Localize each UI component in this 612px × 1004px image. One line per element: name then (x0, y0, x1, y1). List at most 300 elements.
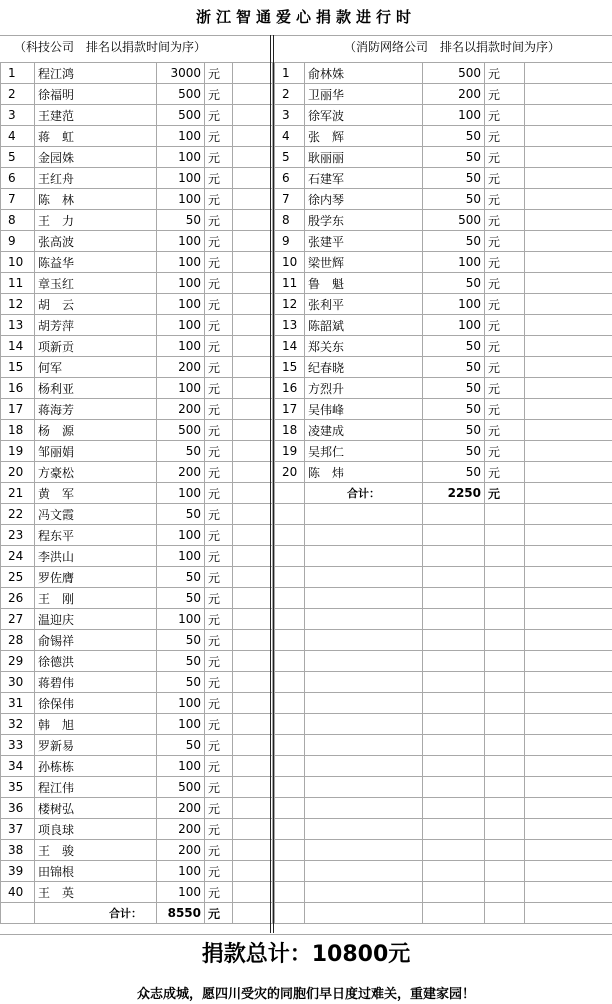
donor-name: 王 骏 (35, 840, 157, 861)
empty-cell (485, 651, 525, 672)
table-row (1, 336, 273, 357)
currency-unit: 元 (205, 672, 233, 693)
donation-amount: 100 (157, 273, 205, 294)
table-row (275, 462, 612, 483)
empty-cell (525, 441, 612, 462)
donor-name: 罗新易 (35, 735, 157, 756)
donation-amount: 100 (157, 882, 205, 903)
table-row (1, 756, 273, 777)
currency-unit: 元 (485, 483, 525, 504)
empty-cell (485, 609, 525, 630)
donation-amount: 50 (423, 357, 485, 378)
empty-cell (275, 735, 305, 756)
table-row (1, 378, 273, 399)
currency-unit: 元 (485, 273, 525, 294)
table-row (1, 777, 273, 798)
empty-cell (423, 882, 485, 903)
empty-cell (233, 861, 273, 882)
donor-name: 杨 源 (35, 420, 157, 441)
empty-cell (485, 882, 525, 903)
table-row (275, 63, 612, 84)
currency-unit: 元 (205, 357, 233, 378)
empty-row (275, 672, 612, 693)
empty-row (275, 609, 612, 630)
donation-amount: 50 (423, 273, 485, 294)
empty-cell (305, 756, 423, 777)
table-row (1, 168, 273, 189)
donation-amount: 200 (157, 357, 205, 378)
currency-unit: 元 (485, 105, 525, 126)
donation-amount: 50 (423, 231, 485, 252)
donation-amount: 100 (157, 546, 205, 567)
empty-cell (305, 861, 423, 882)
empty-cell (485, 735, 525, 756)
empty-cell (485, 567, 525, 588)
donor-name: 孙栋栋 (35, 756, 157, 777)
donation-amount: 100 (157, 168, 205, 189)
empty-cell (233, 630, 273, 651)
table-row (1, 231, 273, 252)
empty-row (275, 777, 612, 798)
donor-name: 罗佐膺 (35, 567, 157, 588)
donor-name: 鲁 魁 (305, 273, 423, 294)
subtotal-row (1, 903, 273, 924)
table-row (275, 273, 612, 294)
empty-row (275, 504, 612, 525)
empty-cell (525, 168, 612, 189)
empty-cell (305, 735, 423, 756)
row-index: 7 (275, 189, 305, 210)
empty-cell (275, 504, 305, 525)
empty-cell (233, 798, 273, 819)
table-row (1, 483, 273, 504)
row-index: 27 (1, 609, 35, 630)
donation-amount: 100 (157, 189, 205, 210)
empty-cell (233, 189, 273, 210)
empty-cell (305, 525, 423, 546)
motto-text: 众志成城，愿四川受灾的同胞们早日度过难关，重建家园！ (136, 987, 475, 1002)
row-index: 14 (275, 336, 305, 357)
currency-unit: 元 (205, 777, 233, 798)
currency-unit: 元 (485, 189, 525, 210)
donor-name: 陈益华 (35, 252, 157, 273)
empty-cell (485, 693, 525, 714)
donor-name: 王 力 (35, 210, 157, 231)
donation-amount: 50 (157, 735, 205, 756)
currency-unit: 元 (205, 126, 233, 147)
donation-amount: 50 (157, 441, 205, 462)
donation-amount: 50 (423, 126, 485, 147)
donor-name: 张高波 (35, 231, 157, 252)
currency-unit: 元 (205, 483, 233, 504)
empty-cell (275, 672, 305, 693)
donation-amount: 100 (157, 525, 205, 546)
empty-cell (275, 483, 305, 504)
donor-name: 张 辉 (305, 126, 423, 147)
left-header: （科技公司 排名以捐款时间为序） (14, 40, 207, 54)
empty-cell (305, 693, 423, 714)
currency-unit: 元 (205, 168, 233, 189)
subtotal-row (275, 483, 612, 504)
empty-cell (275, 525, 305, 546)
currency-unit: 元 (205, 840, 233, 861)
row-index: 12 (1, 294, 35, 315)
donation-amount: 100 (157, 378, 205, 399)
empty-cell (423, 714, 485, 735)
table-row (1, 294, 273, 315)
row-index: 21 (1, 483, 35, 504)
donation-amount: 100 (157, 861, 205, 882)
empty-cell (305, 504, 423, 525)
empty-cell (275, 609, 305, 630)
currency-unit: 元 (485, 210, 525, 231)
donor-name: 何军 (35, 357, 157, 378)
row-index: 1 (275, 63, 305, 84)
row-index: 13 (275, 315, 305, 336)
empty-cell (233, 168, 273, 189)
donation-amount: 50 (423, 147, 485, 168)
donation-amount: 50 (423, 336, 485, 357)
empty-cell (275, 693, 305, 714)
subtotal-label: 合计： (35, 903, 157, 924)
row-index: 14 (1, 336, 35, 357)
empty-cell (233, 588, 273, 609)
empty-row (275, 819, 612, 840)
table-row (275, 378, 612, 399)
empty-cell (233, 273, 273, 294)
donation-amount: 100 (157, 756, 205, 777)
table-row (275, 294, 612, 315)
row-index: 1 (1, 63, 35, 84)
empty-row (275, 882, 612, 903)
empty-cell (275, 777, 305, 798)
row-index: 20 (1, 462, 35, 483)
table-row (275, 315, 612, 336)
row-index: 4 (275, 126, 305, 147)
row-index: 8 (1, 210, 35, 231)
empty-cell (275, 756, 305, 777)
empty-row (275, 714, 612, 735)
empty-cell (485, 525, 525, 546)
donor-name: 韩 旭 (35, 714, 157, 735)
table-row (1, 546, 273, 567)
row-index: 2 (1, 84, 35, 105)
donation-amount: 200 (157, 399, 205, 420)
currency-unit: 元 (205, 861, 233, 882)
donation-amount: 100 (157, 252, 205, 273)
donor-name: 纪春晓 (305, 357, 423, 378)
empty-cell (423, 672, 485, 693)
donation-amount: 50 (157, 630, 205, 651)
currency-unit: 元 (205, 609, 233, 630)
empty-cell (305, 651, 423, 672)
empty-cell (525, 420, 612, 441)
donor-name: 徐保伟 (35, 693, 157, 714)
donor-name: 杨利亚 (35, 378, 157, 399)
empty-cell (233, 756, 273, 777)
empty-row (275, 567, 612, 588)
empty-cell (233, 210, 273, 231)
currency-unit: 元 (485, 252, 525, 273)
empty-cell (233, 462, 273, 483)
empty-cell (525, 588, 612, 609)
empty-cell (525, 504, 612, 525)
row-index: 22 (1, 504, 35, 525)
empty-row (275, 798, 612, 819)
donor-name: 程江伟 (35, 777, 157, 798)
empty-cell (423, 861, 485, 882)
donor-name: 俞林姝 (305, 63, 423, 84)
empty-cell (233, 63, 273, 84)
table-row (1, 504, 273, 525)
empty-cell (233, 399, 273, 420)
science-company-donation-table (0, 62, 273, 924)
donation-amount: 50 (157, 672, 205, 693)
empty-cell (525, 735, 612, 756)
row-index: 10 (275, 252, 305, 273)
empty-cell (525, 189, 612, 210)
donation-amount: 100 (157, 609, 205, 630)
empty-cell (485, 546, 525, 567)
empty-row (275, 630, 612, 651)
empty-cell (233, 315, 273, 336)
row-index: 32 (1, 714, 35, 735)
table-row (275, 189, 612, 210)
empty-cell (525, 840, 612, 861)
table-row (275, 441, 612, 462)
table-row (1, 840, 273, 861)
empty-cell (525, 672, 612, 693)
empty-cell (525, 294, 612, 315)
table-row (1, 798, 273, 819)
donation-amount: 500 (423, 63, 485, 84)
donor-name: 程江鸿 (35, 63, 157, 84)
empty-cell (305, 567, 423, 588)
empty-row (275, 840, 612, 861)
donation-amount: 100 (423, 315, 485, 336)
empty-cell (525, 609, 612, 630)
empty-cell (423, 525, 485, 546)
currency-unit: 元 (205, 462, 233, 483)
row-index: 9 (275, 231, 305, 252)
donation-amount: 200 (423, 84, 485, 105)
currency-unit: 元 (205, 819, 233, 840)
row-index: 18 (275, 420, 305, 441)
empty-cell (305, 819, 423, 840)
empty-cell (525, 903, 612, 924)
table-row (275, 168, 612, 189)
table-row (1, 462, 273, 483)
empty-cell (305, 714, 423, 735)
empty-cell (275, 630, 305, 651)
donor-name: 王 英 (35, 882, 157, 903)
empty-cell (525, 462, 612, 483)
empty-cell (423, 546, 485, 567)
table-row (1, 147, 273, 168)
donation-amount: 100 (423, 252, 485, 273)
table-row (1, 672, 273, 693)
empty-cell (525, 63, 612, 84)
donation-amount: 50 (157, 504, 205, 525)
empty-cell (233, 378, 273, 399)
empty-cell (423, 651, 485, 672)
empty-cell (525, 483, 612, 504)
empty-cell (485, 672, 525, 693)
currency-unit: 元 (485, 147, 525, 168)
empty-cell (233, 882, 273, 903)
currency-unit: 元 (485, 378, 525, 399)
row-index: 2 (275, 84, 305, 105)
donor-name: 蒋 虹 (35, 126, 157, 147)
empty-cell (305, 588, 423, 609)
donor-name: 陈韶斌 (305, 315, 423, 336)
row-index: 4 (1, 126, 35, 147)
empty-cell (275, 588, 305, 609)
table-row (275, 84, 612, 105)
row-index: 20 (275, 462, 305, 483)
empty-cell (525, 357, 612, 378)
donor-name: 耿丽丽 (305, 147, 423, 168)
row-index: 28 (1, 630, 35, 651)
empty-cell (233, 126, 273, 147)
donation-amount: 500 (157, 105, 205, 126)
empty-cell (305, 672, 423, 693)
empty-cell (233, 777, 273, 798)
row-index: 36 (1, 798, 35, 819)
empty-cell (485, 798, 525, 819)
column-divider (270, 35, 271, 933)
empty-cell (233, 420, 273, 441)
currency-unit: 元 (205, 651, 233, 672)
empty-row (275, 861, 612, 882)
table-row (1, 399, 273, 420)
empty-cell (233, 441, 273, 462)
empty-cell (525, 777, 612, 798)
empty-cell (233, 672, 273, 693)
empty-row (275, 903, 612, 924)
empty-cell (485, 777, 525, 798)
currency-unit: 元 (205, 294, 233, 315)
empty-cell (525, 315, 612, 336)
donation-amount: 100 (157, 294, 205, 315)
donation-amount: 100 (157, 693, 205, 714)
row-index: 17 (275, 399, 305, 420)
empty-cell (305, 840, 423, 861)
donor-name: 徐军波 (305, 105, 423, 126)
row-index: 33 (1, 735, 35, 756)
table-row (1, 252, 273, 273)
currency-unit: 元 (485, 420, 525, 441)
empty-cell (233, 357, 273, 378)
currency-unit: 元 (205, 210, 233, 231)
empty-cell (525, 147, 612, 168)
empty-cell (525, 651, 612, 672)
currency-unit: 元 (485, 168, 525, 189)
empty-cell (485, 903, 525, 924)
empty-cell (275, 651, 305, 672)
empty-cell (305, 546, 423, 567)
row-index: 6 (1, 168, 35, 189)
table-row (275, 105, 612, 126)
empty-cell (233, 735, 273, 756)
row-index: 19 (1, 441, 35, 462)
donation-amount: 50 (157, 567, 205, 588)
donation-amount: 50 (157, 210, 205, 231)
currency-unit: 元 (205, 546, 233, 567)
donation-amount: 50 (423, 399, 485, 420)
currency-unit: 元 (205, 693, 233, 714)
currency-unit: 元 (485, 126, 525, 147)
empty-row (275, 546, 612, 567)
empty-cell (305, 630, 423, 651)
table-row (275, 126, 612, 147)
currency-unit: 元 (485, 84, 525, 105)
donor-name: 李洪山 (35, 546, 157, 567)
currency-unit: 元 (205, 105, 233, 126)
subtotal-label: 合计： (305, 483, 423, 504)
empty-cell (275, 861, 305, 882)
empty-cell (275, 903, 305, 924)
empty-cell (423, 819, 485, 840)
donor-name: 陈 炜 (305, 462, 423, 483)
currency-unit: 元 (205, 567, 233, 588)
row-index: 15 (275, 357, 305, 378)
empty-cell (423, 735, 485, 756)
table-row (1, 84, 273, 105)
empty-cell (525, 714, 612, 735)
empty-cell (525, 525, 612, 546)
donor-name: 胡 云 (35, 294, 157, 315)
empty-cell (525, 231, 612, 252)
currency-unit: 元 (205, 378, 233, 399)
empty-cell (233, 483, 273, 504)
empty-cell (233, 903, 273, 924)
empty-cell (305, 882, 423, 903)
row-index: 11 (275, 273, 305, 294)
empty-cell (525, 693, 612, 714)
table-row (1, 567, 273, 588)
currency-unit: 元 (205, 252, 233, 273)
donor-name: 项良球 (35, 819, 157, 840)
empty-cell (233, 819, 273, 840)
table-row (275, 210, 612, 231)
table-row (1, 588, 273, 609)
empty-cell (275, 819, 305, 840)
empty-cell (525, 252, 612, 273)
currency-unit: 元 (205, 714, 233, 735)
empty-cell (485, 819, 525, 840)
empty-cell (525, 756, 612, 777)
row-index: 18 (1, 420, 35, 441)
currency-unit: 元 (205, 420, 233, 441)
donor-name: 胡芳萍 (35, 315, 157, 336)
empty-cell (275, 567, 305, 588)
fire-network-company-donation-table (274, 62, 612, 924)
empty-cell (423, 840, 485, 861)
empty-row (275, 651, 612, 672)
donor-name: 金园姝 (35, 147, 157, 168)
donor-name: 殷学东 (305, 210, 423, 231)
empty-cell (423, 756, 485, 777)
empty-cell (525, 336, 612, 357)
donation-amount: 100 (157, 231, 205, 252)
empty-cell (485, 588, 525, 609)
donor-name: 张利平 (305, 294, 423, 315)
empty-cell (485, 756, 525, 777)
donation-amount: 50 (423, 378, 485, 399)
donor-name: 方豪松 (35, 462, 157, 483)
table-row (275, 336, 612, 357)
